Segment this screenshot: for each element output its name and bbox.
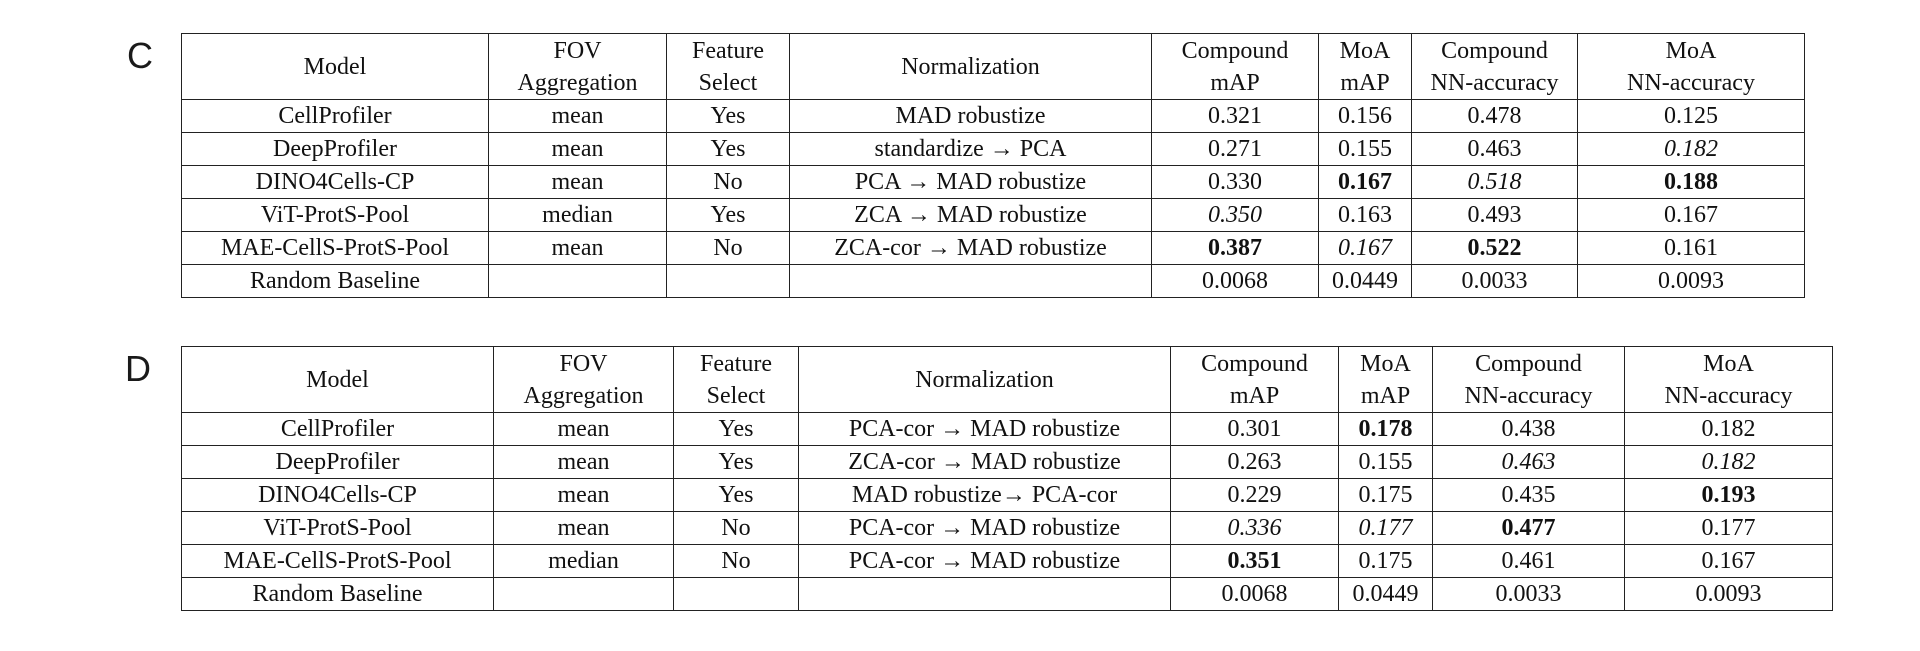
table-row bbox=[182, 545, 1833, 578]
column-header-line: Compound bbox=[1181, 37, 1289, 64]
table-row bbox=[182, 446, 1833, 479]
table-cell: 0.0033 bbox=[1433, 578, 1625, 611]
table-cell: median bbox=[489, 199, 667, 232]
table-cell: 0.182 bbox=[1625, 446, 1833, 479]
table-cell: 0.263 bbox=[1171, 446, 1339, 479]
results-table-c bbox=[181, 33, 1805, 298]
column-header-line: Select bbox=[706, 382, 766, 409]
table-cell: mean bbox=[489, 133, 667, 166]
table-cell: 0.477 bbox=[1433, 512, 1625, 545]
table-cell: 0.351 bbox=[1171, 545, 1339, 578]
table-cell: 0.167 bbox=[1625, 545, 1833, 578]
table-cell: 0.321 bbox=[1152, 100, 1319, 133]
table-cell: 0.0068 bbox=[1152, 265, 1319, 298]
table-row bbox=[182, 265, 1805, 298]
column-header-line: Model bbox=[306, 366, 369, 393]
table-cell: 0.301 bbox=[1171, 413, 1339, 446]
table-cell: ViT-ProtS-Pool bbox=[182, 199, 489, 232]
table-cell: 0.518 bbox=[1412, 166, 1578, 199]
table-cell: 0.0093 bbox=[1625, 578, 1833, 611]
table-cell: 0.188 bbox=[1578, 166, 1805, 199]
table-cell: Yes bbox=[667, 199, 790, 232]
column-header bbox=[1152, 34, 1319, 100]
table-row bbox=[182, 166, 1805, 199]
table-cell: 0.0068 bbox=[1171, 578, 1339, 611]
table-cell: Yes bbox=[674, 446, 799, 479]
table-row bbox=[182, 479, 1833, 512]
table-cell: 0.167 bbox=[1319, 232, 1412, 265]
table-row bbox=[182, 100, 1805, 133]
table-cell: 0.435 bbox=[1433, 479, 1625, 512]
table-cell: 0.175 bbox=[1339, 479, 1433, 512]
table-cell: PCA-cor → MAD robustize bbox=[799, 512, 1171, 545]
column-header bbox=[489, 34, 667, 100]
column-header-line: MoA bbox=[1360, 350, 1411, 377]
table-cell: Yes bbox=[674, 479, 799, 512]
table-cell: CellProfiler bbox=[182, 100, 489, 133]
table-cell: 0.167 bbox=[1578, 199, 1805, 232]
table-cell bbox=[674, 578, 799, 611]
table-cell: mean bbox=[489, 100, 667, 133]
column-header-line: MoA bbox=[1665, 37, 1717, 64]
column-header-line: mAP bbox=[1210, 69, 1260, 96]
table-cell: mean bbox=[494, 512, 674, 545]
table-cell: 0.463 bbox=[1433, 446, 1625, 479]
column-header-line: Feature bbox=[692, 37, 764, 64]
table-cell: ZCA → MAD robustize bbox=[790, 199, 1152, 232]
column-header-line: Aggregation bbox=[523, 382, 644, 409]
table-cell: 0.155 bbox=[1319, 133, 1412, 166]
results-table-d bbox=[181, 346, 1833, 611]
table-cell: DINO4Cells-CP bbox=[182, 166, 489, 199]
column-header-line: Compound bbox=[1201, 350, 1308, 377]
table-cell: standardize → PCA bbox=[790, 133, 1152, 166]
table-cell: Random Baseline bbox=[182, 578, 494, 611]
table-cell: mean bbox=[489, 232, 667, 265]
column-header bbox=[790, 34, 1152, 100]
table-cell: 0.438 bbox=[1433, 413, 1625, 446]
header-row bbox=[182, 34, 1805, 100]
column-header-line: FOV bbox=[559, 350, 608, 377]
table-cell: ViT-ProtS-Pool bbox=[182, 512, 494, 545]
column-header bbox=[674, 347, 799, 413]
column-header-line: Compound bbox=[1475, 350, 1582, 377]
column-header-line: MoA bbox=[1703, 350, 1754, 377]
column-header bbox=[494, 347, 674, 413]
table-cell bbox=[790, 265, 1152, 298]
table-cell: 0.125 bbox=[1578, 100, 1805, 133]
table-cell: PCA-cor → MAD robustize bbox=[799, 545, 1171, 578]
table-cell: 0.387 bbox=[1152, 232, 1319, 265]
column-header-line: mAP bbox=[1360, 382, 1411, 409]
table-cell: 0.167 bbox=[1319, 166, 1412, 199]
panel-label-c: C bbox=[127, 35, 153, 76]
table-cell: 0.0449 bbox=[1339, 578, 1433, 611]
table-cell: 0.350 bbox=[1152, 199, 1319, 232]
column-header bbox=[1339, 347, 1433, 413]
table-cell: MAD robustize bbox=[790, 100, 1152, 133]
table-cell: 0.522 bbox=[1412, 232, 1578, 265]
table-cell: 0.478 bbox=[1412, 100, 1578, 133]
table-cell: No bbox=[667, 232, 790, 265]
table-row bbox=[182, 512, 1833, 545]
table-cell: CellProfiler bbox=[182, 413, 494, 446]
table-row bbox=[182, 578, 1833, 611]
table-cell: median bbox=[494, 545, 674, 578]
table-cell bbox=[799, 578, 1171, 611]
header-row bbox=[182, 347, 1833, 413]
table-cell: 0.336 bbox=[1171, 512, 1339, 545]
table-cell: mean bbox=[494, 413, 674, 446]
table-cell bbox=[667, 265, 790, 298]
table-cell: ZCA-cor → MAD robustize bbox=[790, 232, 1152, 265]
column-header-line: mAP bbox=[1340, 69, 1390, 96]
table-cell: 0.182 bbox=[1578, 133, 1805, 166]
column-header-line: NN-accuracy bbox=[1664, 382, 1793, 409]
column-header-line: NN-accuracy bbox=[1464, 382, 1593, 409]
column-header-line: mAP bbox=[1229, 382, 1280, 409]
table-cell: 0.193 bbox=[1625, 479, 1833, 512]
column-header-line: NN-accuracy bbox=[1627, 69, 1755, 96]
table-cell: No bbox=[667, 166, 790, 199]
column-header-line: Select bbox=[698, 69, 758, 96]
table-cell: 0.156 bbox=[1319, 100, 1412, 133]
table-row bbox=[182, 133, 1805, 166]
table-cell: Random Baseline bbox=[182, 265, 489, 298]
table-cell: mean bbox=[494, 446, 674, 479]
column-header bbox=[1319, 34, 1412, 100]
table-cell: 0.463 bbox=[1412, 133, 1578, 166]
table-cell: MAE-CellS-ProtS-Pool bbox=[182, 232, 489, 265]
table-cell: 0.229 bbox=[1171, 479, 1339, 512]
column-header bbox=[182, 347, 494, 413]
table-cell: 0.163 bbox=[1319, 199, 1412, 232]
column-header bbox=[182, 34, 489, 100]
table-cell: DINO4Cells-CP bbox=[182, 479, 494, 512]
table-cell: 0.0093 bbox=[1578, 265, 1805, 298]
table-cell: DeepProfiler bbox=[182, 446, 494, 479]
table-cell: PCA-cor → MAD robustize bbox=[799, 413, 1171, 446]
table-cell: mean bbox=[489, 166, 667, 199]
table-cell: 0.330 bbox=[1152, 166, 1319, 199]
table-cell: 0.0033 bbox=[1412, 265, 1578, 298]
panel-label-d: D bbox=[125, 348, 151, 389]
column-header-line: Model bbox=[303, 53, 367, 80]
table-cell: MAD robustize→ PCA-cor bbox=[799, 479, 1171, 512]
column-header-line: NN-accuracy bbox=[1430, 69, 1559, 96]
table-row bbox=[182, 232, 1805, 265]
column-header-line: MoA bbox=[1339, 37, 1391, 64]
table-cell: 0.493 bbox=[1412, 199, 1578, 232]
table-cell: 0.182 bbox=[1625, 413, 1833, 446]
table-cell: No bbox=[674, 512, 799, 545]
column-header bbox=[799, 347, 1171, 413]
column-header bbox=[1433, 347, 1625, 413]
table-cell bbox=[489, 265, 667, 298]
column-header-line: Normalization bbox=[901, 53, 1040, 80]
table-row bbox=[182, 199, 1805, 232]
column-header-line: Compound bbox=[1441, 37, 1548, 64]
column-header bbox=[1625, 347, 1833, 413]
table-row bbox=[182, 413, 1833, 446]
column-header-line: Normalization bbox=[915, 366, 1054, 393]
column-header bbox=[667, 34, 790, 100]
table-cell: ZCA-cor → MAD robustize bbox=[799, 446, 1171, 479]
table-cell: 0.177 bbox=[1339, 512, 1433, 545]
column-header bbox=[1171, 347, 1339, 413]
table-cell: DeepProfiler bbox=[182, 133, 489, 166]
table-cell: 0.175 bbox=[1339, 545, 1433, 578]
table-cell: PCA → MAD robustize bbox=[790, 166, 1152, 199]
table-cell: MAE-CellS-ProtS-Pool bbox=[182, 545, 494, 578]
table-cell: Yes bbox=[674, 413, 799, 446]
table-cell: No bbox=[674, 545, 799, 578]
table-cell: 0.177 bbox=[1625, 512, 1833, 545]
column-header-line: FOV bbox=[553, 37, 602, 64]
column-header-line: Feature bbox=[700, 350, 772, 377]
column-header bbox=[1412, 34, 1578, 100]
table-cell: mean bbox=[494, 479, 674, 512]
table-cell: 0.161 bbox=[1578, 232, 1805, 265]
column-header bbox=[1578, 34, 1805, 100]
column-header-line: Aggregation bbox=[517, 69, 638, 96]
table-cell: Yes bbox=[667, 133, 790, 166]
table-cell: 0.178 bbox=[1339, 413, 1433, 446]
table-cell bbox=[494, 578, 674, 611]
table-cell: 0.461 bbox=[1433, 545, 1625, 578]
table-cell: 0.271 bbox=[1152, 133, 1319, 166]
table-cell: 0.155 bbox=[1339, 446, 1433, 479]
table-cell: 0.0449 bbox=[1319, 265, 1412, 298]
table-cell: Yes bbox=[667, 100, 790, 133]
